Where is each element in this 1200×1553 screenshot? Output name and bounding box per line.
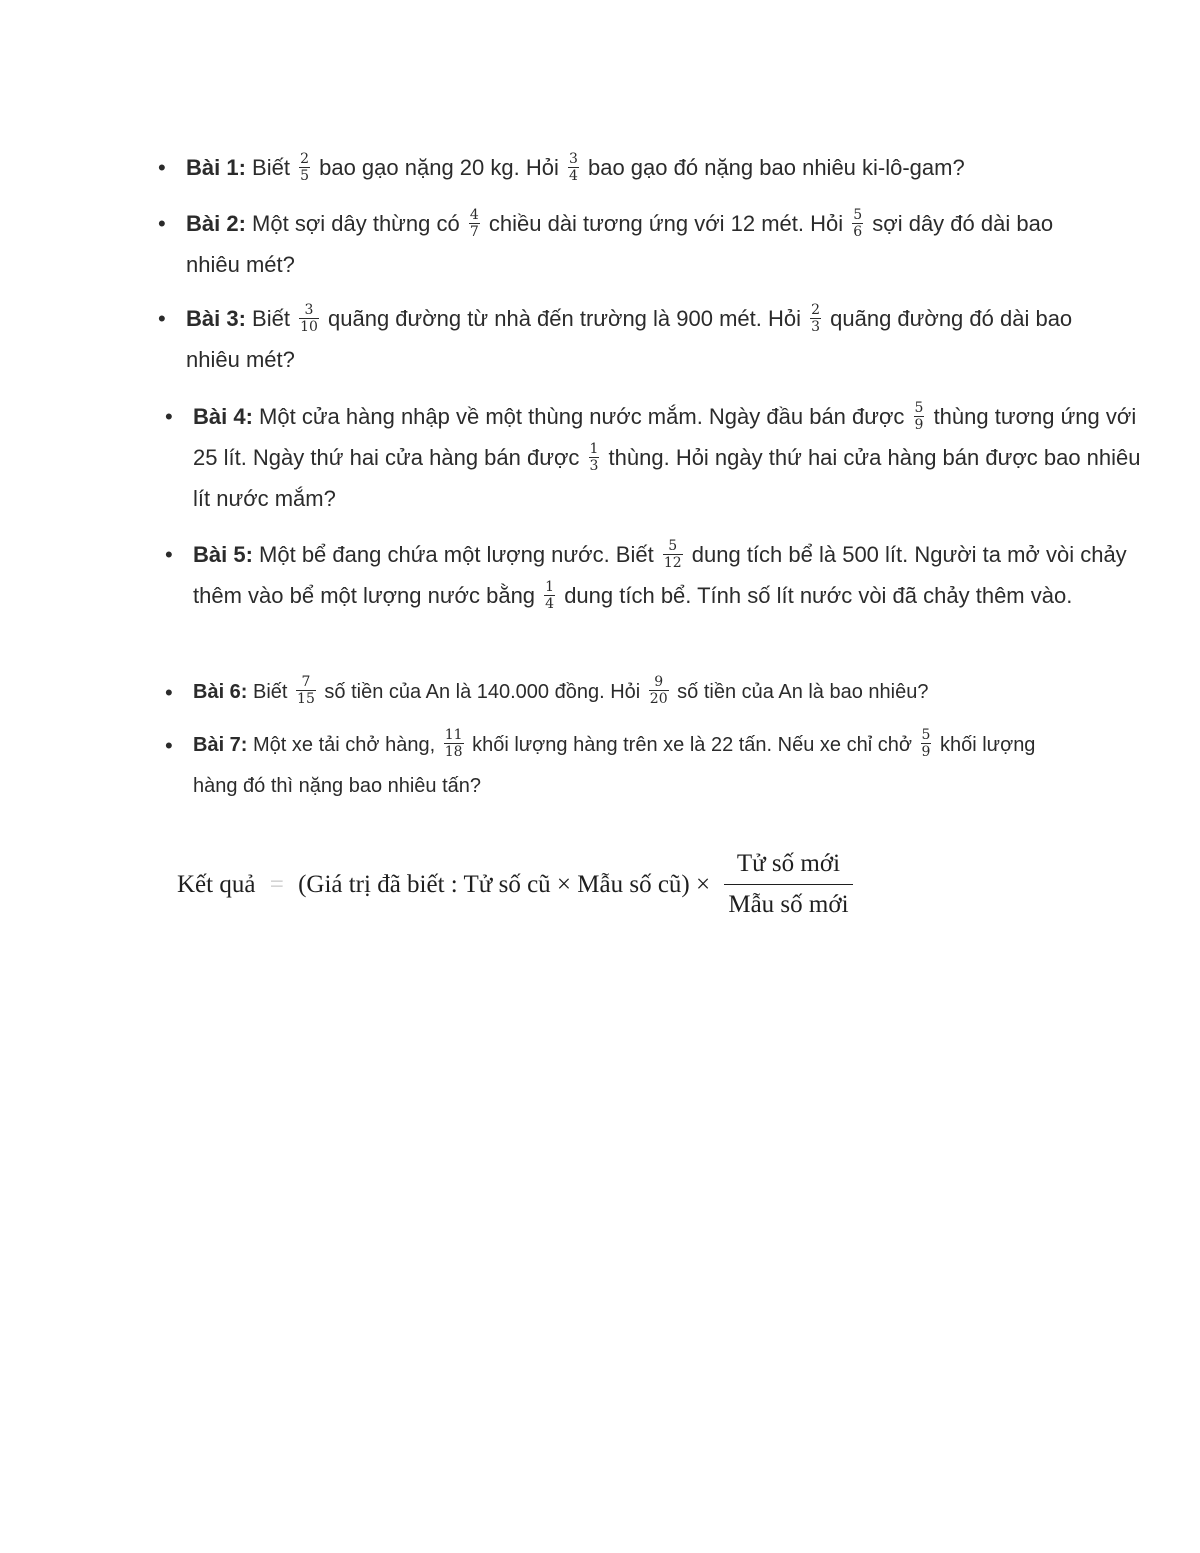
problem-text: số tiền của An là 140.000 đồng. Hỏi — [318, 681, 646, 703]
fraction — [649, 675, 669, 706]
fraction-numerator: 3 — [299, 303, 319, 319]
problem-text: thùng. Hỏi ngày thứ hai cửa hàng bán được bao nhiêu lít nước mắm? — [193, 445, 1141, 511]
fraction-numerator: 11 — [444, 727, 463, 744]
problem-2 — [158, 203, 1101, 285]
fraction-numerator: 7 — [296, 675, 316, 691]
fraction-denominator: 9 — [914, 416, 924, 433]
problem-text: Một bể đang chứa một lượng nước. Biết — [252, 542, 660, 567]
problem-text: Một sợi dây thừng có — [245, 211, 466, 236]
problem-text: Một cửa hàng nhập về một thùng nước mắm. Ngày đầu bán được — [252, 404, 911, 429]
fraction-numerator: 4 — [469, 206, 479, 223]
problem-text: bao gạo đó nặng bao nhiêu ki-lô-gam? — [581, 155, 965, 180]
problem-text: Biết — [247, 681, 294, 703]
fraction-numerator: 1 — [589, 440, 599, 457]
problem-text: thùng tương ứng với 25 lít. Ngày thứ hai cửa hàng bán được — [193, 404, 1137, 470]
fraction — [568, 152, 579, 183]
problem-text: khối lượng hàng đó thì nặng bao nhiêu tấn? — [193, 734, 1036, 797]
formula-numerator: Tử số mới — [724, 850, 852, 885]
bullet: • — [165, 404, 173, 429]
fraction-denominator: 7 — [469, 223, 479, 240]
fraction-numerator: 5 — [914, 399, 924, 416]
bullet: • — [165, 733, 173, 758]
fraction-denominator: 4 — [545, 595, 555, 612]
fraction-denominator: 12 — [663, 554, 682, 571]
problem-label: Bài 4: — [193, 404, 253, 429]
fraction-denominator: 6 — [853, 223, 863, 240]
fraction-denominator: 3 — [589, 457, 599, 474]
problem-label: Bài 1: — [186, 155, 246, 180]
problem-text: khối lượng hàng trên xe là 22 tấn. Nếu xe chỉ chở — [466, 734, 918, 756]
problem-6 — [165, 672, 1143, 713]
formula-fraction — [724, 850, 852, 919]
fraction-numerator: 2 — [300, 150, 309, 167]
problem-text: quãng đường từ nhà đến trường là 900 mét. Hỏi — [321, 306, 808, 331]
problem-label: Bài 5: — [193, 542, 253, 567]
problem-text: Biết — [245, 155, 297, 180]
fraction-numerator: 5 — [853, 206, 863, 223]
fraction-numerator: 5 — [921, 727, 931, 744]
bullet: • — [165, 680, 173, 705]
fraction-numerator: 1 — [545, 578, 555, 595]
fraction-numerator: 9 — [649, 675, 669, 691]
problem-label: Bài 7: — [193, 734, 248, 756]
formula-middle: (Giá trị đã biết : Tử số cũ × Mẫu số cũ) × — [298, 870, 711, 898]
fraction-numerator: 3 — [568, 150, 578, 167]
problem-label: Bài 2: — [186, 211, 246, 236]
fraction-denominator: 5 — [300, 167, 309, 184]
problem-text: quãng đường đó dài bao nhiêu mét? — [186, 306, 1073, 372]
problem-text: Biết — [245, 306, 297, 331]
bullet: • — [165, 542, 173, 567]
fraction-numerator: 5 — [663, 539, 683, 555]
fraction-denominator: 20 — [649, 691, 668, 708]
problem-text: sợi dây đó dài bao nhiêu mét? — [186, 211, 1054, 277]
formula-equals: = — [269, 870, 284, 898]
fraction-denominator: 15 — [297, 691, 315, 708]
fraction — [810, 303, 821, 334]
fraction — [589, 442, 600, 473]
result-formula — [177, 850, 853, 919]
fraction — [921, 728, 932, 759]
formula-lhs: Kết quả — [177, 870, 256, 898]
fraction — [852, 208, 863, 239]
fraction-denominator: 3 — [811, 318, 821, 335]
problem-text: dung tích bể. Tính số lít nước vòi đã chảy thêm vào. — [558, 583, 1073, 608]
bullet: • — [158, 306, 166, 331]
problem-text: chiều dài tương ứng với 12 mét. Hỏi — [482, 211, 850, 236]
bullet: • — [158, 155, 166, 180]
problem-7 — [165, 725, 1043, 807]
problem-label: Bài 6: — [193, 681, 248, 703]
problem-5 — [165, 534, 1153, 616]
fraction-denominator: 9 — [921, 744, 931, 761]
fraction — [299, 303, 319, 334]
problem-1 — [158, 147, 1126, 188]
fraction — [663, 539, 683, 570]
bullet: • — [158, 211, 166, 236]
fraction-denominator: 10 — [300, 318, 318, 335]
fraction-denominator: 18 — [444, 744, 463, 761]
fraction-denominator: 4 — [568, 167, 578, 184]
fraction — [296, 675, 316, 706]
problem-text: dung tích bể là 500 lít. Người ta mở vòi chảy thêm vào bể một lượng nước bằng — [193, 542, 1127, 608]
fraction — [299, 152, 310, 183]
formula-denominator: Mẫu số mới — [728, 891, 849, 918]
problem-3 — [158, 298, 1131, 380]
fraction — [444, 728, 464, 759]
fraction-numerator: 2 — [811, 301, 821, 318]
problem-4 — [165, 396, 1143, 519]
problem-label: Bài 3: — [186, 306, 246, 331]
fraction — [544, 580, 555, 611]
fraction — [914, 401, 925, 432]
problem-text: Một xe tải chở hàng, — [247, 734, 441, 756]
fraction — [469, 208, 480, 239]
problem-text: số tiền của An là bao nhiêu? — [671, 681, 929, 703]
problem-text: bao gạo nặng 20 kg. Hỏi — [312, 155, 565, 180]
